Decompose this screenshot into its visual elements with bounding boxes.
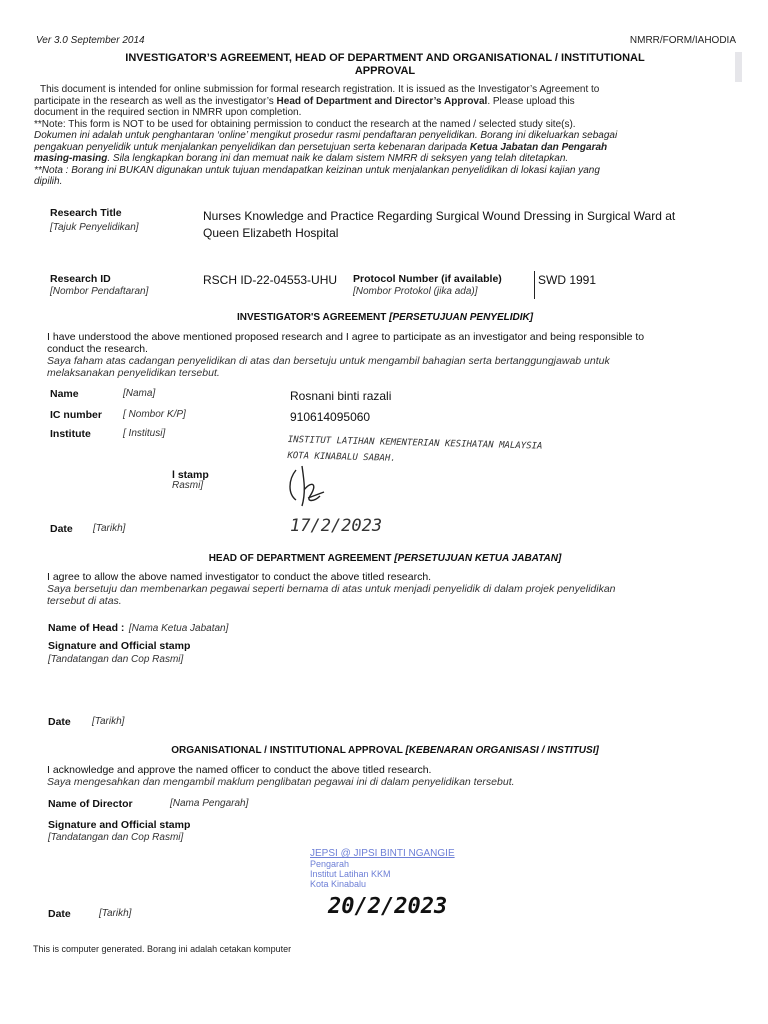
org-heading <box>40 745 730 756</box>
hod-statement-ms-line2: tersebut di atas. <box>47 595 122 607</box>
investigator-heading <box>40 312 730 323</box>
intro-ms-line3 <box>34 153 724 165</box>
institute-value-line1: INSTITUT LATIHAN KEMENTERIAN KESIHATAN MALAYSIA <box>287 434 543 452</box>
intro-ms-line3-bold: masing-masing <box>34 153 108 164</box>
investigator-statement-ms-line1: Saya faham atas cadangan penyelidikan di atas dan bersetuju untuk mengambil bahagian serta bertanggungjawab untuk <box>47 355 610 367</box>
intro-ms-note1: **Nota : Borang ini BUKAN digunakan untuk tujuan mendapatkan keizinan untuk menjalankan penyelidikan di lokasi kajian yang <box>34 164 600 176</box>
intro-en-line3: document in the required section in NMRR upon completion. <box>34 107 302 118</box>
org-signature-label-ms: [Tandatangan dan Cop Rasmi] <box>48 832 184 843</box>
investigator-statement-line2: conduct the research. <box>47 343 148 355</box>
org-statement <box>47 764 727 788</box>
intro-en-note: **Note: This form is NOT to be used for obtaining permission to conduct the research at the named / selected study site(s). <box>34 118 576 130</box>
stamp-title: Pengarah <box>310 859 350 869</box>
research-title-value <box>203 208 743 242</box>
org-statement-line: I acknowledge and approve the named officer to conduct the above titled research. <box>47 764 432 776</box>
research-title-label: Research Title <box>50 207 122 219</box>
intro-ms-line2-bold: Ketua Jabatan dan Pengarah <box>469 141 608 153</box>
org-date-label-ms: [Tarikh] <box>99 908 132 919</box>
hod-name-label: Name of Head : <box>48 622 125 634</box>
investigator-date-label: Date <box>50 523 73 535</box>
form-code: NMRR/FORM/IAHODIA <box>629 35 736 46</box>
hod-statement-line1: I agree to allow the above named investigator to conduct the above titled research. <box>47 571 432 583</box>
research-title-value-line2: Queen Elizabeth Hospital <box>203 226 339 240</box>
director-official-stamp <box>310 849 455 889</box>
intro-ms-line2 <box>34 142 724 154</box>
investigator-date-value: 17/2/2023 <box>290 516 383 536</box>
hod-date-label-ms: [Tarikh] <box>92 716 125 727</box>
institute-label: Institute <box>50 428 91 440</box>
research-id-label: Research ID <box>50 273 111 285</box>
scroll-indicator <box>735 52 742 82</box>
org-heading-text: ORGANISATIONAL / INSTITUTIONAL APPROVAL <box>171 745 403 756</box>
investigator-signature <box>284 462 334 510</box>
hod-signature-label: Signature and Official stamp <box>48 640 191 652</box>
stamp-label: l stamp <box>172 469 209 481</box>
hod-heading-text: HEAD OF DEPARTMENT AGREEMENT <box>208 553 392 564</box>
hod-heading-ms: [PERSETUJUAN KETUA JABATAN] <box>394 553 562 564</box>
protocol-divider <box>534 271 535 299</box>
footer-note: This is computer generated. Borang ini adalah cetakan komputer <box>33 944 292 954</box>
version-label: Ver 3.0 September 2014 <box>36 35 145 46</box>
investigator-statement <box>47 331 727 379</box>
org-date-label: Date <box>48 908 71 920</box>
hod-name-label-ms: [Nama Ketua Jabatan] <box>128 623 229 634</box>
org-date-value: 20/2/2023 <box>328 894 448 919</box>
intro-en-line2-bold: Head of Department and Director’s Approval <box>276 95 488 107</box>
director-name-label: Name of Director <box>48 798 133 810</box>
protocol-value: SWD 1991 <box>538 273 597 287</box>
stamp-institute: Institut Latihan KKM <box>310 869 391 879</box>
investigator-heading-ms: [PERSETUJUAN PENYELIDIK] <box>389 312 534 323</box>
title-line-2: APPROVAL <box>354 65 416 77</box>
intro-ms-note2: dipilih. <box>34 176 63 187</box>
intro-ms-line2-text: pengakuan penyelidik untuk menjalankan penyelidikan dan persetujuan serta kebenaran daripada <box>34 141 470 153</box>
page-title <box>40 52 730 78</box>
investigator-statement-line1: I have understood the above mentioned proposed research and I agree to participate as an investigator and being responsible to <box>47 331 645 343</box>
institute-value-line2: KOTA KINABALU SABAH. <box>287 450 396 464</box>
intro-en-line2 <box>34 96 724 108</box>
intro-ms-line3-text: . Sila lengkapkan borang ini dan memuat naik ke dalam sistem NMRR di seksyen yang telah ditetapkan. <box>107 153 569 164</box>
org-statement-ms: Saya mengesahkan dan mengambil maklum penglibatan pegawai ini di dalam penyelidikan tersebut. <box>47 776 515 788</box>
ic-label-ms: [ Nombor K/P] <box>123 409 186 420</box>
hod-name-row <box>48 618 228 636</box>
ic-label: IC number <box>50 409 102 421</box>
intro-en-line2-text: participate in the research as well as the investigator’s <box>34 95 277 107</box>
title-line-1: INVESTIGATOR’S AGREEMENT, HEAD OF DEPARTMENT AND ORGANISATIONAL / INSTITUTIONAL <box>125 52 645 64</box>
name-label-ms: [Nama] <box>123 388 156 399</box>
stamp-label-ms: Rasmi] <box>172 480 204 491</box>
intro-block <box>34 84 724 188</box>
stamp-city: Kota Kinabalu <box>310 879 367 889</box>
ic-value: 910614095060 <box>290 410 371 424</box>
research-id-value: RSCH ID-22-04553-UHU <box>203 273 338 287</box>
hod-statement <box>47 571 727 607</box>
stamp-name: JEPSI @ JIPSI BINTI NGANGIE <box>310 848 455 859</box>
director-name-label-ms: [Nama Pengarah] <box>170 798 249 809</box>
research-title-label-ms: [Tajuk Penyelidikan] <box>50 222 139 233</box>
intro-ms-line1: Dokumen ini adalah untuk penghantaran ‘online’ mengikut prosedur rasmi pendaftaran penyelidikan. Borang ini dikeluarkan sebagai <box>34 130 618 141</box>
research-id-label-ms: [Nombor Pendaftaran] <box>50 286 149 297</box>
hod-heading <box>40 553 730 564</box>
intro-en-line1: This document is intended for online submission for formal research registration. It is issued as the Investigator’s Agreement to <box>40 84 600 95</box>
name-label: Name <box>50 388 79 400</box>
org-signature-label: Signature and Official stamp <box>48 819 191 831</box>
hod-signature-label-ms: [Tandatangan dan Cop Rasmi] <box>48 654 184 665</box>
protocol-label-ms: [Nombor Protokol (jika ada)] <box>353 286 478 297</box>
intro-en-line2-end: . Please upload this <box>487 95 575 107</box>
investigator-statement-ms-line2: melaksanakan penyelidikan tersebut. <box>47 367 220 379</box>
hod-date-label: Date <box>48 716 71 728</box>
hod-statement-ms-line1: Saya bersetuju dan membenarkan pegawai seperti bernama di atas untuk menjadi penyelidik di dalam projek penyelidikan <box>47 583 616 595</box>
institute-label-ms: [ Institusi] <box>123 428 166 439</box>
investigator-date-label-ms: [Tarikh] <box>93 523 126 534</box>
investigator-heading-text: INVESTIGATOR'S AGREEMENT <box>236 312 387 323</box>
org-heading-ms: [KEBENARAN ORGANISASI / INSTITUSI] <box>405 745 599 756</box>
protocol-label: Protocol Number (if available) <box>353 273 502 285</box>
name-value: Rosnani binti razali <box>290 389 392 403</box>
research-title-value-line1: Nurses Knowledge and Practice Regarding Surgical Wound Dressing in Surgical Ward at <box>203 209 676 223</box>
